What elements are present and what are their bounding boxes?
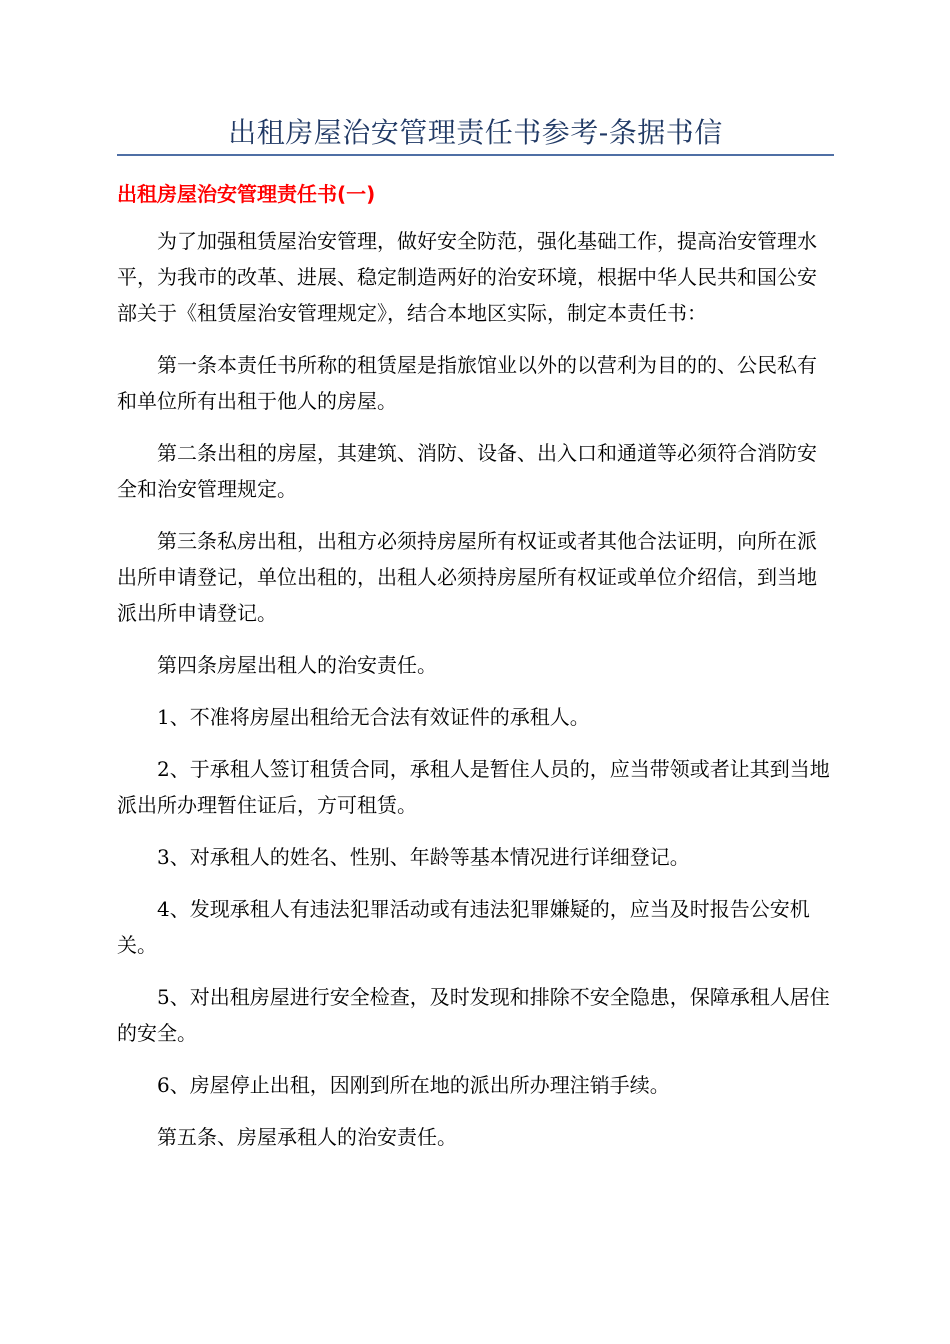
title-underline [117, 154, 834, 156]
paragraph-article-3: 第三条私房出租，出租方必须持房屋所有权证或者其他合法证明，向所在派出所申请登记，单位出租的，出租人必须持房屋所有权证或单位介绍信，到当地派出所申请登记。 [117, 529, 817, 625]
paragraph-item-2: 2、于承租人签订租赁合同，承租人是暂住人员的，应当带领或者让其到当地派出所办理暂住证后，方可租赁。 [117, 757, 830, 817]
document-title: 出租房屋治安管理责任书参考-条据书信 [228, 116, 723, 149]
section-heading: 出租房屋治安管理责任书(一) [117, 182, 376, 206]
paragraph-item-5: 5、对出租房屋进行安全检查，及时发现和排除不安全隐患，保障承租人居住的安全。 [117, 985, 830, 1045]
paragraph-article-2: 第二条出租的房屋，其建筑、消防、设备、出入口和通道等必须符合消防安全和治安管理规定。 [117, 441, 817, 501]
paragraph-article-5: 第五条、房屋承租人的治安责任。 [157, 1125, 457, 1149]
paragraph-item-4: 4、发现承租人有违法犯罪活动或有违法犯罪嫌疑的，应当及时报告公安机关。 [117, 897, 810, 957]
paragraph-article-4: 第四条房屋出租人的治安责任。 [157, 653, 437, 677]
paragraph-item-1: 1、不准将房屋出租给无合法有效证件的承租人。 [157, 705, 590, 729]
paragraph-item-3: 3、对承租人的姓名、性别、年龄等基本情况进行详细登记。 [157, 845, 690, 869]
paragraph-intro: 为了加强租赁屋治安管理，做好安全防范，强化基础工作，提高治安管理水平，为我市的改革、进展、稳定制造两好的治安环境，根据中华人民共和国公安部关于《租赁屋治安管理规定》，结合本地区实际，制定本责任书： [117, 229, 817, 325]
document-body [117, 223, 834, 1171]
paragraph-item-6: 6、房屋停止出租，因刚到所在地的派出所办理注销手续。 [157, 1073, 670, 1097]
paragraph-article-1: 第一条本责任书所称的租赁屋是指旅馆业以外的以营利为目的的、公民私有和单位所有出租于他人的房屋。 [117, 353, 817, 413]
